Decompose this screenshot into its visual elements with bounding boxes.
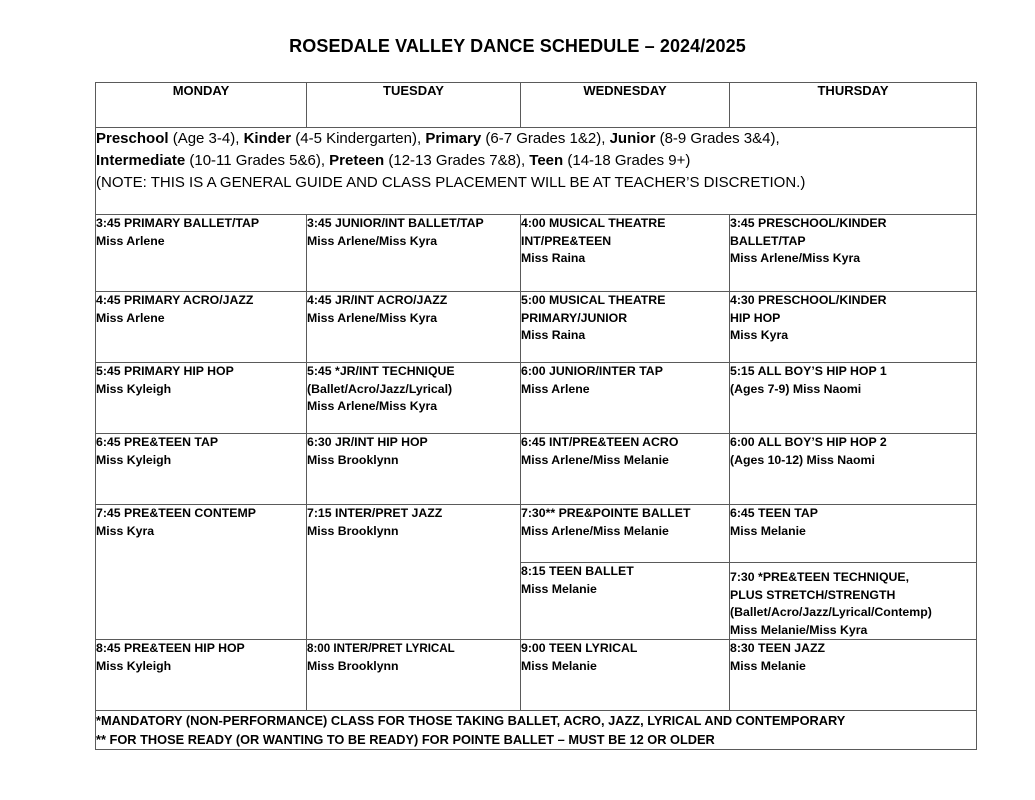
class-cell-wednesday	[521, 640, 730, 711]
notes-row	[96, 711, 977, 750]
class-title: 6:30 JR/INT HIP HOP	[307, 435, 428, 449]
footnotes	[96, 711, 977, 750]
class-cell-thursday	[730, 563, 977, 640]
class-title: 6:45 PRE&TEEN TAP	[96, 435, 219, 449]
class-teacher: Miss Melanie/Miss Kyra	[730, 622, 868, 637]
class-cell-wednesday	[521, 215, 730, 292]
class-title: 7:15 INTER/PRET JAZZ	[307, 506, 443, 520]
class-level: PRIMARY/JUNIOR	[521, 310, 628, 325]
age-guide	[96, 128, 977, 215]
class-row	[96, 434, 977, 505]
level-desc: (10-11 Grades 5&6),	[185, 152, 330, 169]
level-desc: (4-5 Kindergarten),	[291, 130, 426, 147]
class-cell-thursday	[730, 434, 977, 505]
class-title: 5:45 *JR/INT TECHNIQUE	[307, 364, 455, 378]
level-preschool: Preschool	[96, 130, 169, 147]
class-teacher: Miss Raina	[521, 251, 586, 265]
class-teacher: Miss Melanie	[730, 523, 806, 538]
class-title: 4:45 PRIMARY ACRO/JAZZ	[96, 293, 254, 307]
class-cell-tuesday	[307, 505, 521, 640]
class-cell-thursday	[730, 363, 977, 434]
class-cell-thursday	[730, 505, 977, 563]
class-title: 5:15 ALL BOY’S HIP HOP 1	[730, 364, 887, 378]
class-title: 6:00 JUNIOR/INTER TAP	[521, 364, 663, 378]
class-cell-monday	[96, 215, 307, 292]
class-row	[96, 505, 977, 563]
level-junior: Junior	[609, 130, 656, 147]
class-cell-monday	[96, 434, 307, 505]
class-title: 4:00 MUSICAL THEATRE	[521, 216, 666, 230]
schedule-table	[95, 82, 977, 750]
class-title: 4:45 JR/INT ACRO/JAZZ	[307, 293, 448, 307]
class-teacher: Miss Arlene/Miss Melanie	[521, 523, 669, 538]
class-teacher: (Ages 7-9) Miss Naomi	[730, 381, 862, 396]
class-row	[96, 363, 977, 434]
class-row	[96, 215, 977, 292]
class-title: 6:45 INT/PRE&TEEN ACRO	[521, 435, 679, 449]
class-cell-tuesday	[307, 640, 521, 711]
level-desc: (Age 3-4),	[168, 130, 244, 147]
footnote-pointe: ** FOR THOSE READY (OR WANTING TO BE READY) FOR POINTE BALLET – MUST BE 12 OR OLDER	[96, 732, 715, 747]
level-desc: (8-9 Grades 3&4),	[655, 130, 780, 147]
level-teen: Teen	[529, 152, 564, 169]
class-cell-wednesday	[521, 434, 730, 505]
class-cell-thursday	[730, 215, 977, 292]
footnote-mandatory: *MANDATORY (NON-PERFORMANCE) CLASS FOR THOSE TAKING BALLET, ACRO, JAZZ, LYRICAL AND CONTEMPORARY	[96, 713, 846, 728]
class-cell-wednesday	[521, 363, 730, 434]
class-teacher: Miss Brooklynn	[307, 452, 399, 467]
class-teacher: Miss Brooklynn	[307, 658, 399, 673]
class-teacher: Miss Raina	[521, 328, 586, 342]
class-title: 8:00 INTER/PRET LYRICAL	[307, 642, 455, 655]
level-kinder: Kinder	[243, 130, 292, 147]
class-title: 3:45 JUNIOR/INT BALLET/TAP	[307, 216, 484, 230]
class-style: BALLET/TAP	[730, 233, 806, 248]
class-teacher: Miss Kyleigh	[96, 381, 172, 396]
class-title: 8:15 TEEN BALLET	[521, 564, 634, 578]
class-teacher: Miss Melanie	[730, 658, 806, 673]
class-cell-tuesday	[307, 434, 521, 505]
header-row	[96, 83, 977, 128]
class-teacher: Miss Kyleigh	[96, 452, 172, 467]
class-styles: (Ballet/Acro/Jazz/Lyrical/Contemp)	[730, 605, 932, 619]
class-title: 9:00 TEEN LYRICAL	[521, 641, 638, 655]
class-teacher: Miss Arlene/Miss Kyra	[307, 233, 438, 248]
level-intermediate: Intermediate	[96, 152, 186, 169]
class-row	[96, 640, 977, 711]
class-cell-tuesday	[307, 292, 521, 363]
day-header-thursday: THURSDAY	[730, 83, 977, 128]
class-styles: (Ballet/Acro/Jazz/Lyrical)	[307, 381, 453, 396]
class-teacher: Miss Melanie	[521, 581, 597, 596]
class-cell-wednesday	[521, 563, 730, 640]
class-teacher: Miss Kyra	[96, 523, 155, 538]
level-preteen: Preteen	[329, 152, 385, 169]
class-title: 3:45 PRIMARY BALLET/TAP	[96, 216, 260, 230]
class-cell-thursday	[730, 640, 977, 711]
class-teacher: Miss Arlene	[521, 381, 590, 396]
level-primary: Primary	[425, 130, 482, 147]
class-title: 8:30 TEEN JAZZ	[730, 641, 825, 655]
class-teacher: Miss Brooklynn	[307, 523, 399, 538]
class-title: 5:00 MUSICAL THEATRE	[521, 293, 666, 307]
class-title: 7:30 *PRE&TEEN TECHNIQUE,	[730, 570, 910, 584]
class-teacher: Miss Arlene	[96, 233, 165, 248]
day-header-tuesday: TUESDAY	[307, 83, 521, 128]
class-cell-monday	[96, 292, 307, 363]
class-row	[96, 292, 977, 363]
class-title: 7:45 PRE&TEEN CONTEMP	[96, 506, 256, 520]
class-cell-tuesday	[307, 363, 521, 434]
class-title: 5:45 PRIMARY HIP HOP	[96, 364, 234, 378]
class-title: 8:45 PRE&TEEN HIP HOP	[96, 641, 245, 655]
class-cell-tuesday	[307, 215, 521, 292]
level-desc: (6-7 Grades 1&2),	[481, 130, 610, 147]
class-cell-thursday	[730, 292, 977, 363]
class-cell-wednesday	[521, 292, 730, 363]
class-cell-wednesday	[521, 505, 730, 563]
class-title: 4:30 PRESCHOOL/KINDER	[730, 293, 887, 307]
day-header-monday: MONDAY	[96, 83, 307, 128]
class-teacher: Miss Arlene/Miss Melanie	[521, 452, 669, 467]
class-title: 6:00 ALL BOY’S HIP HOP 2	[730, 435, 887, 449]
class-style: HIP HOP	[730, 310, 781, 325]
placement-note: (NOTE: THIS IS A GENERAL GUIDE AND CLASS PLACEMENT WILL BE AT TEACHER’S DISCRETION.)	[96, 174, 806, 191]
class-teacher: Miss Arlene/Miss Kyra	[307, 399, 438, 413]
level-desc: (14-18 Grades 9+)	[563, 152, 691, 169]
day-header-wednesday: WEDNESDAY	[521, 83, 730, 128]
class-teacher: Miss Melanie	[521, 658, 597, 673]
class-teacher: Miss Arlene	[96, 310, 165, 325]
class-cell-monday	[96, 363, 307, 434]
class-teacher: Miss Kyleigh	[96, 658, 172, 673]
class-cell-monday	[96, 505, 307, 640]
class-title: 7:30** PRE&POINTE BALLET	[521, 506, 691, 520]
class-teacher: Miss Kyra	[730, 328, 789, 342]
class-teacher: Miss Arlene/Miss Kyra	[730, 251, 861, 265]
page-title: ROSEDALE VALLEY DANCE SCHEDULE – 2024/2025	[289, 36, 746, 56]
class-title: 6:45 TEEN TAP	[730, 506, 818, 520]
class-subtitle: PLUS STRETCH/STRENGTH	[730, 587, 896, 602]
class-title: 3:45 PRESCHOOL/KINDER	[730, 216, 887, 230]
level-desc: (12-13 Grades 7&8),	[384, 152, 530, 169]
guide-row	[96, 128, 977, 215]
class-level: INT/PRE&TEEN	[521, 233, 612, 248]
class-cell-monday	[96, 640, 307, 711]
class-teacher: (Ages 10-12) Miss Naomi	[730, 452, 875, 467]
class-teacher: Miss Arlene/Miss Kyra	[307, 310, 438, 325]
